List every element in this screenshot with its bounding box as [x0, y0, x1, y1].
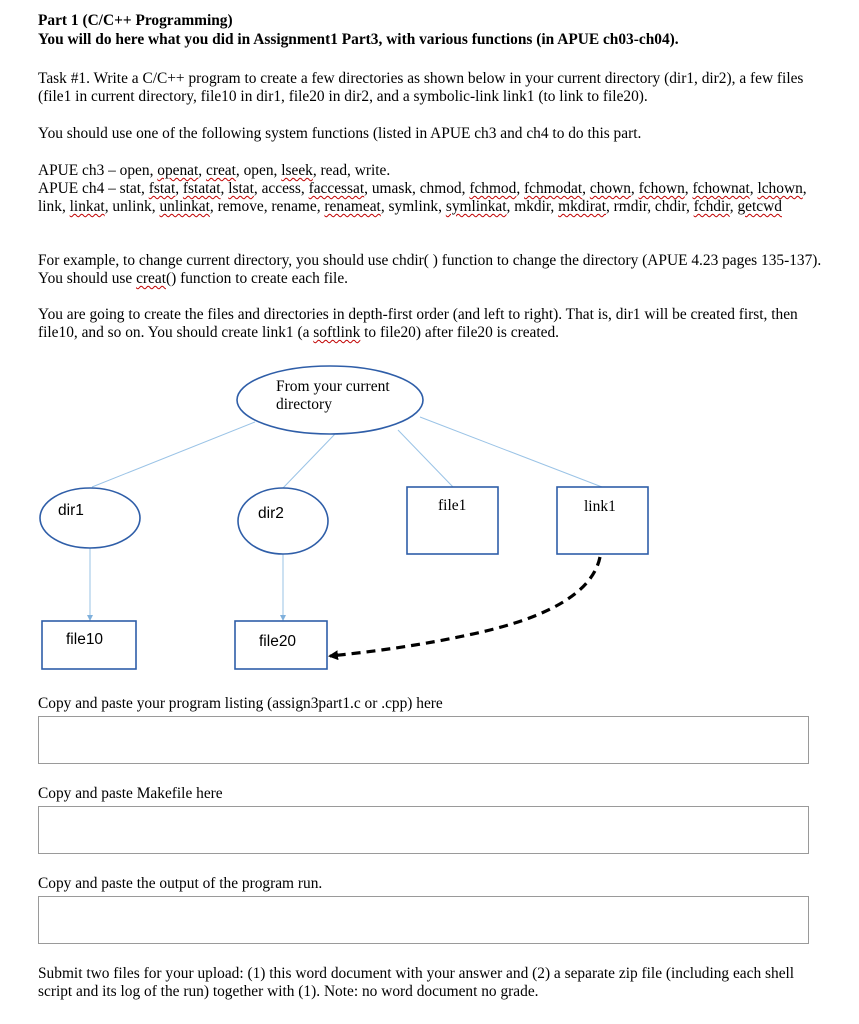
root-label-line1: From your current [276, 378, 390, 395]
tree-edges [90, 417, 602, 620]
program-output-label: Copy and paste the output of the program run. [38, 875, 323, 892]
program-listing-box[interactable] [38, 716, 809, 764]
submission-instructions: Submit two files for your upload: (1) this word document with your answer and (2) a separate zip file (including each shell script and its log of the run) together with (1). Note: no word document no grade. [38, 965, 795, 1000]
task-paragraph: Task #1. Write a C/C++ program to create a few directories as shown below in your current directory (dir1, dir2), a few files (file1 in current directory, file10 in dir1, file20 in dir2, and a symbolic-link link1 (to link to file20). [38, 70, 804, 105]
file1-label: file1 [438, 497, 467, 514]
program-listing-label: Copy and paste your program listing (assign3part1.c or .cpp) here [38, 695, 443, 712]
link1-label: link1 [584, 498, 616, 515]
functions-intro: You should use one of the following system functions (listed in APUE ch3 and ch4 to do this part. [38, 125, 642, 142]
dir1-label: dir1 [58, 502, 84, 519]
makefile-box[interactable] [38, 806, 809, 854]
edge-root-dir1 [92, 422, 255, 487]
root-label-line2: directory [276, 396, 332, 413]
file20-label: file20 [259, 633, 297, 650]
creation-order: You are going to create the files and directories in depth-first order (and left to right). That is, dir1 will be created first, then file10, and so on. You should create link1 (a softlink to file20) after file20 is created. [38, 306, 798, 341]
apue-ch3-line: APUE ch3 – open, openat, creat, open, lseek, read, write. [38, 162, 391, 179]
part-title: Part 1 (C/C++ Programming) [38, 12, 233, 29]
edge-root-file1 [398, 430, 453, 487]
symlink-arrow [330, 557, 600, 656]
program-output-box[interactable] [38, 896, 809, 944]
edge-root-dir2 [283, 434, 335, 488]
chdir-example: For example, to change current directory, you should use chdir( ) function to change the directory (APUE 4.23 pages 135-137). You should use creat() function to create each file. [38, 252, 822, 287]
edge-root-link1 [420, 417, 602, 487]
apue-ch4-list: APUE ch4 – stat, fstat, fstatat, lstat, access, faccessat, umask, chmod, fchmod, fchmodat, chown, fchown, fchownat, lchown, link, linkat, unlink, unlinkat, remove, rename, renameat, symlink, symlinkat, mkdir, mkdirat, rmdir, chdir, fchdir, getcwd [38, 180, 807, 215]
directory-tree-diagram [0, 360, 859, 690]
file10-label: file10 [66, 631, 104, 648]
part-subtitle: You will do here what you did in Assignment1 Part3, with various functions (in APUE ch03-ch04). [38, 31, 679, 48]
makefile-label: Copy and paste Makefile here [38, 785, 223, 802]
dir1-node [40, 488, 140, 548]
dir2-label: dir2 [258, 505, 284, 522]
